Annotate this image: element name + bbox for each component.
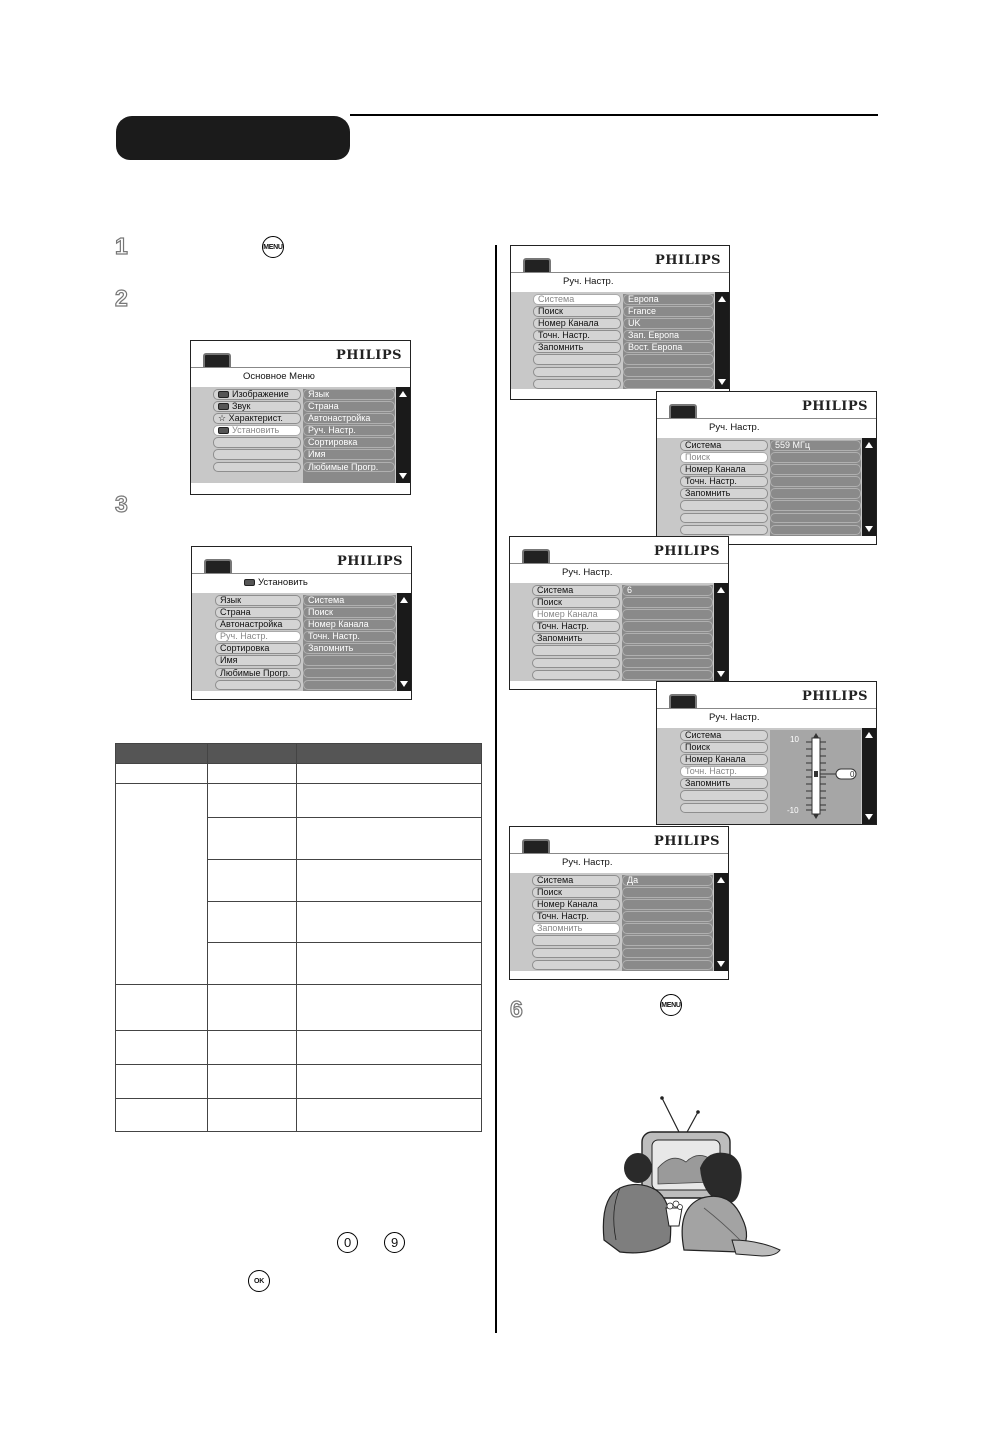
- menu-item[interactable]: Поиск: [680, 742, 768, 753]
- table-cell: [297, 818, 482, 860]
- submenu-item[interactable]: Сортировка: [303, 437, 395, 448]
- table-cell: [208, 860, 297, 902]
- store-confirm-value[interactable]: Да: [622, 875, 713, 886]
- menu-item-selected[interactable]: Номер Канала: [532, 609, 620, 620]
- menu-item-empty: [680, 525, 768, 536]
- table-cell: [116, 784, 208, 985]
- menu-right-column: [623, 294, 714, 389]
- arrow-down-icon: [718, 379, 726, 385]
- scrollbar[interactable]: [715, 292, 729, 389]
- submenu-item-empty: [303, 655, 396, 666]
- table-cell: [297, 764, 482, 784]
- settings-table: [115, 743, 482, 1132]
- value-empty: [770, 488, 861, 499]
- menu-item[interactable]: Система: [532, 875, 620, 886]
- menu-item-features[interactable]: ☆ Характерист.: [213, 413, 301, 424]
- screen-title: Руч. Настр.: [657, 708, 876, 726]
- star-icon: ☆: [218, 413, 229, 424]
- menu-right-column: [622, 875, 713, 971]
- value-empty: [622, 621, 713, 632]
- menu-left-column: [213, 389, 301, 474]
- menu-item-empty: [213, 462, 301, 473]
- table-cell: [208, 784, 297, 818]
- menu-body: [657, 728, 876, 824]
- value-option[interactable]: Вост. Европа: [623, 342, 714, 353]
- menu-left-column: [532, 585, 620, 682]
- digit-0-button-icon: 0: [337, 1232, 358, 1253]
- manual-finetune-screen: [656, 681, 877, 825]
- value-option[interactable]: Европа: [623, 294, 714, 305]
- table-cell: [208, 764, 297, 784]
- brand-logo: PHILIPS: [336, 554, 403, 569]
- menu-item[interactable]: Система: [532, 585, 620, 596]
- menu-item-selected[interactable]: Руч. Настр.: [215, 631, 301, 642]
- value-empty: [623, 354, 714, 365]
- menu-body: [510, 873, 728, 971]
- digit-9-button-icon: 9: [384, 1232, 405, 1253]
- menu-item[interactable]: Поиск: [532, 597, 620, 608]
- menu-item-empty: [533, 354, 621, 365]
- brand-logo: PHILIPS: [654, 253, 721, 268]
- install-icon: [244, 579, 255, 586]
- speaker-icon: [218, 403, 229, 410]
- table-cell: [297, 1065, 482, 1099]
- screen-title: Руч. Настр.: [511, 272, 729, 290]
- arrow-up-icon: [400, 597, 408, 603]
- screen-header: [657, 682, 876, 731]
- table-cell: [116, 1065, 208, 1099]
- arrow-down-icon: [717, 961, 725, 967]
- value-empty: [622, 911, 713, 922]
- value-empty: [770, 464, 861, 475]
- menu-item[interactable]: Запомнить: [532, 633, 620, 644]
- table-cell: [297, 985, 482, 1031]
- submenu-item-empty: [303, 680, 396, 691]
- screen-header: [192, 547, 411, 596]
- table-cell: [208, 1031, 297, 1065]
- submenu-item[interactable]: Система: [303, 595, 396, 606]
- menu-left-column: [215, 595, 301, 692]
- submenu-item[interactable]: Любимые Прогр.: [303, 462, 395, 473]
- finetune-value-label: 0: [850, 770, 855, 779]
- table-cell: [208, 1065, 297, 1099]
- value-empty: [770, 513, 861, 524]
- install-menu-screen: [191, 546, 412, 700]
- install-icon: [218, 427, 229, 434]
- value-empty: [622, 645, 713, 656]
- value-empty: [770, 476, 861, 487]
- value-empty: [622, 960, 713, 971]
- manual-search-screen: [656, 391, 877, 545]
- finetune-panel: [770, 730, 861, 824]
- menu-item-picture[interactable]: Изображение: [213, 389, 301, 400]
- value-empty: [770, 525, 861, 536]
- finetune-scale[interactable]: [770, 730, 861, 825]
- table-cell: [208, 943, 297, 985]
- menu-item[interactable]: Номер Канала: [680, 754, 768, 765]
- brand-logo: PHILIPS: [653, 544, 720, 559]
- menu-body: [510, 583, 728, 681]
- menu-item-empty: [532, 948, 620, 959]
- menu-item-selected[interactable]: Запомнить: [532, 923, 620, 934]
- value-option[interactable]: UK: [623, 318, 714, 329]
- menu-right-column: [303, 389, 395, 483]
- value-empty: [623, 367, 714, 378]
- submenu-item[interactable]: Точн. Настр.: [303, 631, 396, 642]
- manual-store-screen: [509, 826, 729, 980]
- screen-header: [510, 537, 728, 586]
- manual-system-screen: [510, 245, 730, 400]
- arrow-up-icon: [399, 391, 407, 397]
- value-empty: [623, 379, 714, 390]
- value-empty: [622, 899, 713, 910]
- menu-item-empty: [532, 645, 620, 656]
- menu-item[interactable]: Точн. Настр.: [532, 911, 620, 922]
- screen-title: Руч. Настр.: [510, 853, 728, 871]
- screen-header: [511, 246, 729, 295]
- menu-item[interactable]: Точн. Настр.: [680, 476, 768, 487]
- menu-item-empty: [680, 803, 768, 814]
- header-rule: [350, 114, 878, 116]
- menu-item-install[interactable]: Установить: [213, 425, 301, 436]
- menu-right-column: [770, 440, 861, 536]
- section-header-tab: [116, 116, 350, 160]
- menu-item-selected[interactable]: Поиск: [680, 452, 768, 463]
- arrow-down-icon: [400, 681, 408, 687]
- menu-body: [192, 593, 411, 691]
- channel-number-value[interactable]: 6: [622, 585, 713, 596]
- table-cell: [297, 943, 482, 985]
- menu-item[interactable]: Точн. Настр.: [533, 330, 621, 341]
- value-empty: [622, 658, 713, 669]
- menu-item-empty: [213, 437, 301, 448]
- brand-logo: PHILIPS: [801, 399, 868, 414]
- menu-item-empty: [532, 935, 620, 946]
- menu-item[interactable]: Язык: [215, 595, 301, 606]
- menu-left-column: [533, 294, 621, 391]
- screen-header: [510, 827, 728, 876]
- menu-item[interactable]: Страна: [215, 607, 301, 618]
- screen-title: Руч. Настр.: [510, 563, 728, 581]
- value-empty: [622, 923, 713, 934]
- step-number-3: 3: [115, 491, 128, 517]
- menu-item[interactable]: Точн. Настр.: [532, 621, 620, 632]
- menu-item[interactable]: Номер Канала: [533, 318, 621, 329]
- couple-watching-tv-illustration: [590, 1090, 790, 1270]
- menu-item[interactable]: Автонастройка: [215, 619, 301, 630]
- menu-left-column: [680, 730, 768, 815]
- submenu-item[interactable]: Страна: [303, 401, 395, 412]
- table-cell: [208, 902, 297, 943]
- submenu-item[interactable]: Запомнить: [303, 643, 396, 654]
- menu-item-sound[interactable]: Звук: [213, 401, 301, 412]
- scrollbar[interactable]: [862, 728, 876, 824]
- menu-body: [191, 387, 410, 483]
- menu-item-empty: [532, 658, 620, 669]
- frequency-value: 559 МГц: [770, 440, 861, 451]
- scrollbar[interactable]: [862, 438, 876, 536]
- value-empty: [622, 609, 713, 620]
- ok-button-icon: OK: [248, 1270, 270, 1292]
- table-cell: [116, 1031, 208, 1065]
- finetune-min-label: -10: [787, 806, 799, 815]
- menu-item[interactable]: Поиск: [533, 306, 621, 317]
- scrollbar[interactable]: [396, 387, 410, 483]
- menu-item-empty: [532, 670, 620, 681]
- menu-item-empty: [680, 790, 768, 801]
- menu-item[interactable]: Номер Канала: [532, 899, 620, 910]
- table-cell: [116, 764, 208, 784]
- screen-title: Основное Меню: [191, 367, 410, 385]
- submenu-item[interactable]: Имя: [303, 449, 395, 460]
- menu-left-column: [680, 440, 768, 537]
- menu-item[interactable]: Запомнить: [680, 488, 768, 499]
- arrow-down-icon: [865, 814, 873, 820]
- scrollbar[interactable]: [714, 583, 728, 681]
- screen-header: [657, 392, 876, 441]
- value-empty: [622, 597, 713, 608]
- arrow-down-icon: [399, 473, 407, 479]
- value-empty: [622, 948, 713, 959]
- brand-logo: PHILIPS: [335, 348, 402, 363]
- step-number-1: 1: [115, 233, 128, 259]
- submenu-item[interactable]: Руч. Настр.: [303, 425, 395, 436]
- screen-header: [191, 341, 410, 390]
- value-empty: [622, 633, 713, 644]
- value-option[interactable]: Зап. Европа: [623, 330, 714, 341]
- submenu-item[interactable]: Язык: [303, 389, 395, 400]
- arrow-down-icon: [717, 671, 725, 677]
- table-cell: [297, 1031, 482, 1065]
- brand-logo: PHILIPS: [653, 834, 720, 849]
- menu-right-column: [303, 595, 396, 691]
- arrow-up-icon: [865, 732, 873, 738]
- menu-item[interactable]: Система: [680, 730, 768, 741]
- table-header-cell: [208, 744, 297, 764]
- value-empty: [770, 500, 861, 511]
- submenu-item[interactable]: Автонастройка: [303, 413, 395, 424]
- menu-item[interactable]: Система: [680, 440, 768, 451]
- menu-item[interactable]: Сортировка: [215, 643, 301, 654]
- menu-item[interactable]: Поиск: [532, 887, 620, 898]
- table-cell: [116, 1099, 208, 1132]
- arrow-down-icon: [865, 526, 873, 532]
- scrollbar[interactable]: [397, 593, 411, 691]
- arrow-up-icon: [718, 296, 726, 302]
- menu-item-empty: [213, 449, 301, 460]
- finetune-marker: [814, 771, 818, 777]
- manual-channel-screen: [509, 536, 729, 690]
- menu-item[interactable]: Номер Канала: [680, 464, 768, 475]
- table-cell: [208, 1099, 297, 1132]
- submenu-item[interactable]: Поиск: [303, 607, 396, 618]
- arrow-up-icon: [717, 877, 725, 883]
- screen-title: Руч. Настр.: [657, 418, 876, 436]
- submenu-item[interactable]: Номер Канала: [303, 619, 396, 630]
- menu-item-empty: [680, 513, 768, 524]
- table-cell: [208, 985, 297, 1031]
- menu-body: [511, 292, 729, 389]
- menu-button-icon-step6: MENU: [660, 994, 682, 1016]
- menu-button-icon: MENU: [262, 236, 284, 258]
- menu-item-empty: [533, 367, 621, 378]
- menu-left-column: [532, 875, 620, 972]
- value-empty: [770, 452, 861, 463]
- table-cell: [297, 784, 482, 818]
- main-menu-screen: [190, 340, 411, 495]
- step-number-6: 6: [510, 996, 523, 1022]
- arrow-up-icon: [717, 587, 725, 593]
- menu-item[interactable]: Имя: [215, 655, 301, 666]
- table-header-cell: [297, 744, 482, 764]
- table-cell: [297, 902, 482, 943]
- scrollbar[interactable]: [714, 873, 728, 971]
- column-divider: [495, 245, 497, 1333]
- table-cell: [297, 1099, 482, 1132]
- value-empty: [622, 887, 713, 898]
- table-header-cell: [116, 744, 208, 764]
- value-empty: [622, 670, 713, 681]
- table-cell: [208, 818, 297, 860]
- menu-item-empty: [532, 960, 620, 971]
- submenu-item-empty: [303, 668, 396, 679]
- menu-item-empty: [680, 500, 768, 511]
- menu-body: [657, 438, 876, 536]
- arrow-up-icon: [865, 442, 873, 448]
- menu-right-column: [622, 585, 713, 681]
- table-cell: [116, 985, 208, 1031]
- menu-item-selected[interactable]: Точн. Настр.: [680, 766, 768, 777]
- finetune-max-label: 10: [790, 735, 799, 744]
- menu-item[interactable]: Запомнить: [680, 778, 768, 789]
- menu-item[interactable]: Любимые Прогр.: [215, 668, 301, 679]
- menu-item-empty: [533, 379, 621, 390]
- menu-item[interactable]: Запомнить: [533, 342, 621, 353]
- menu-item-empty: [215, 680, 301, 691]
- brand-logo: PHILIPS: [801, 689, 868, 704]
- value-option[interactable]: France: [623, 306, 714, 317]
- table-cell: [297, 860, 482, 902]
- picture-icon: [218, 391, 229, 398]
- menu-item-selected[interactable]: Система: [533, 294, 621, 305]
- value-empty: [622, 935, 713, 946]
- step-number-2: 2: [115, 285, 128, 311]
- screen-title: Установить: [192, 573, 411, 591]
